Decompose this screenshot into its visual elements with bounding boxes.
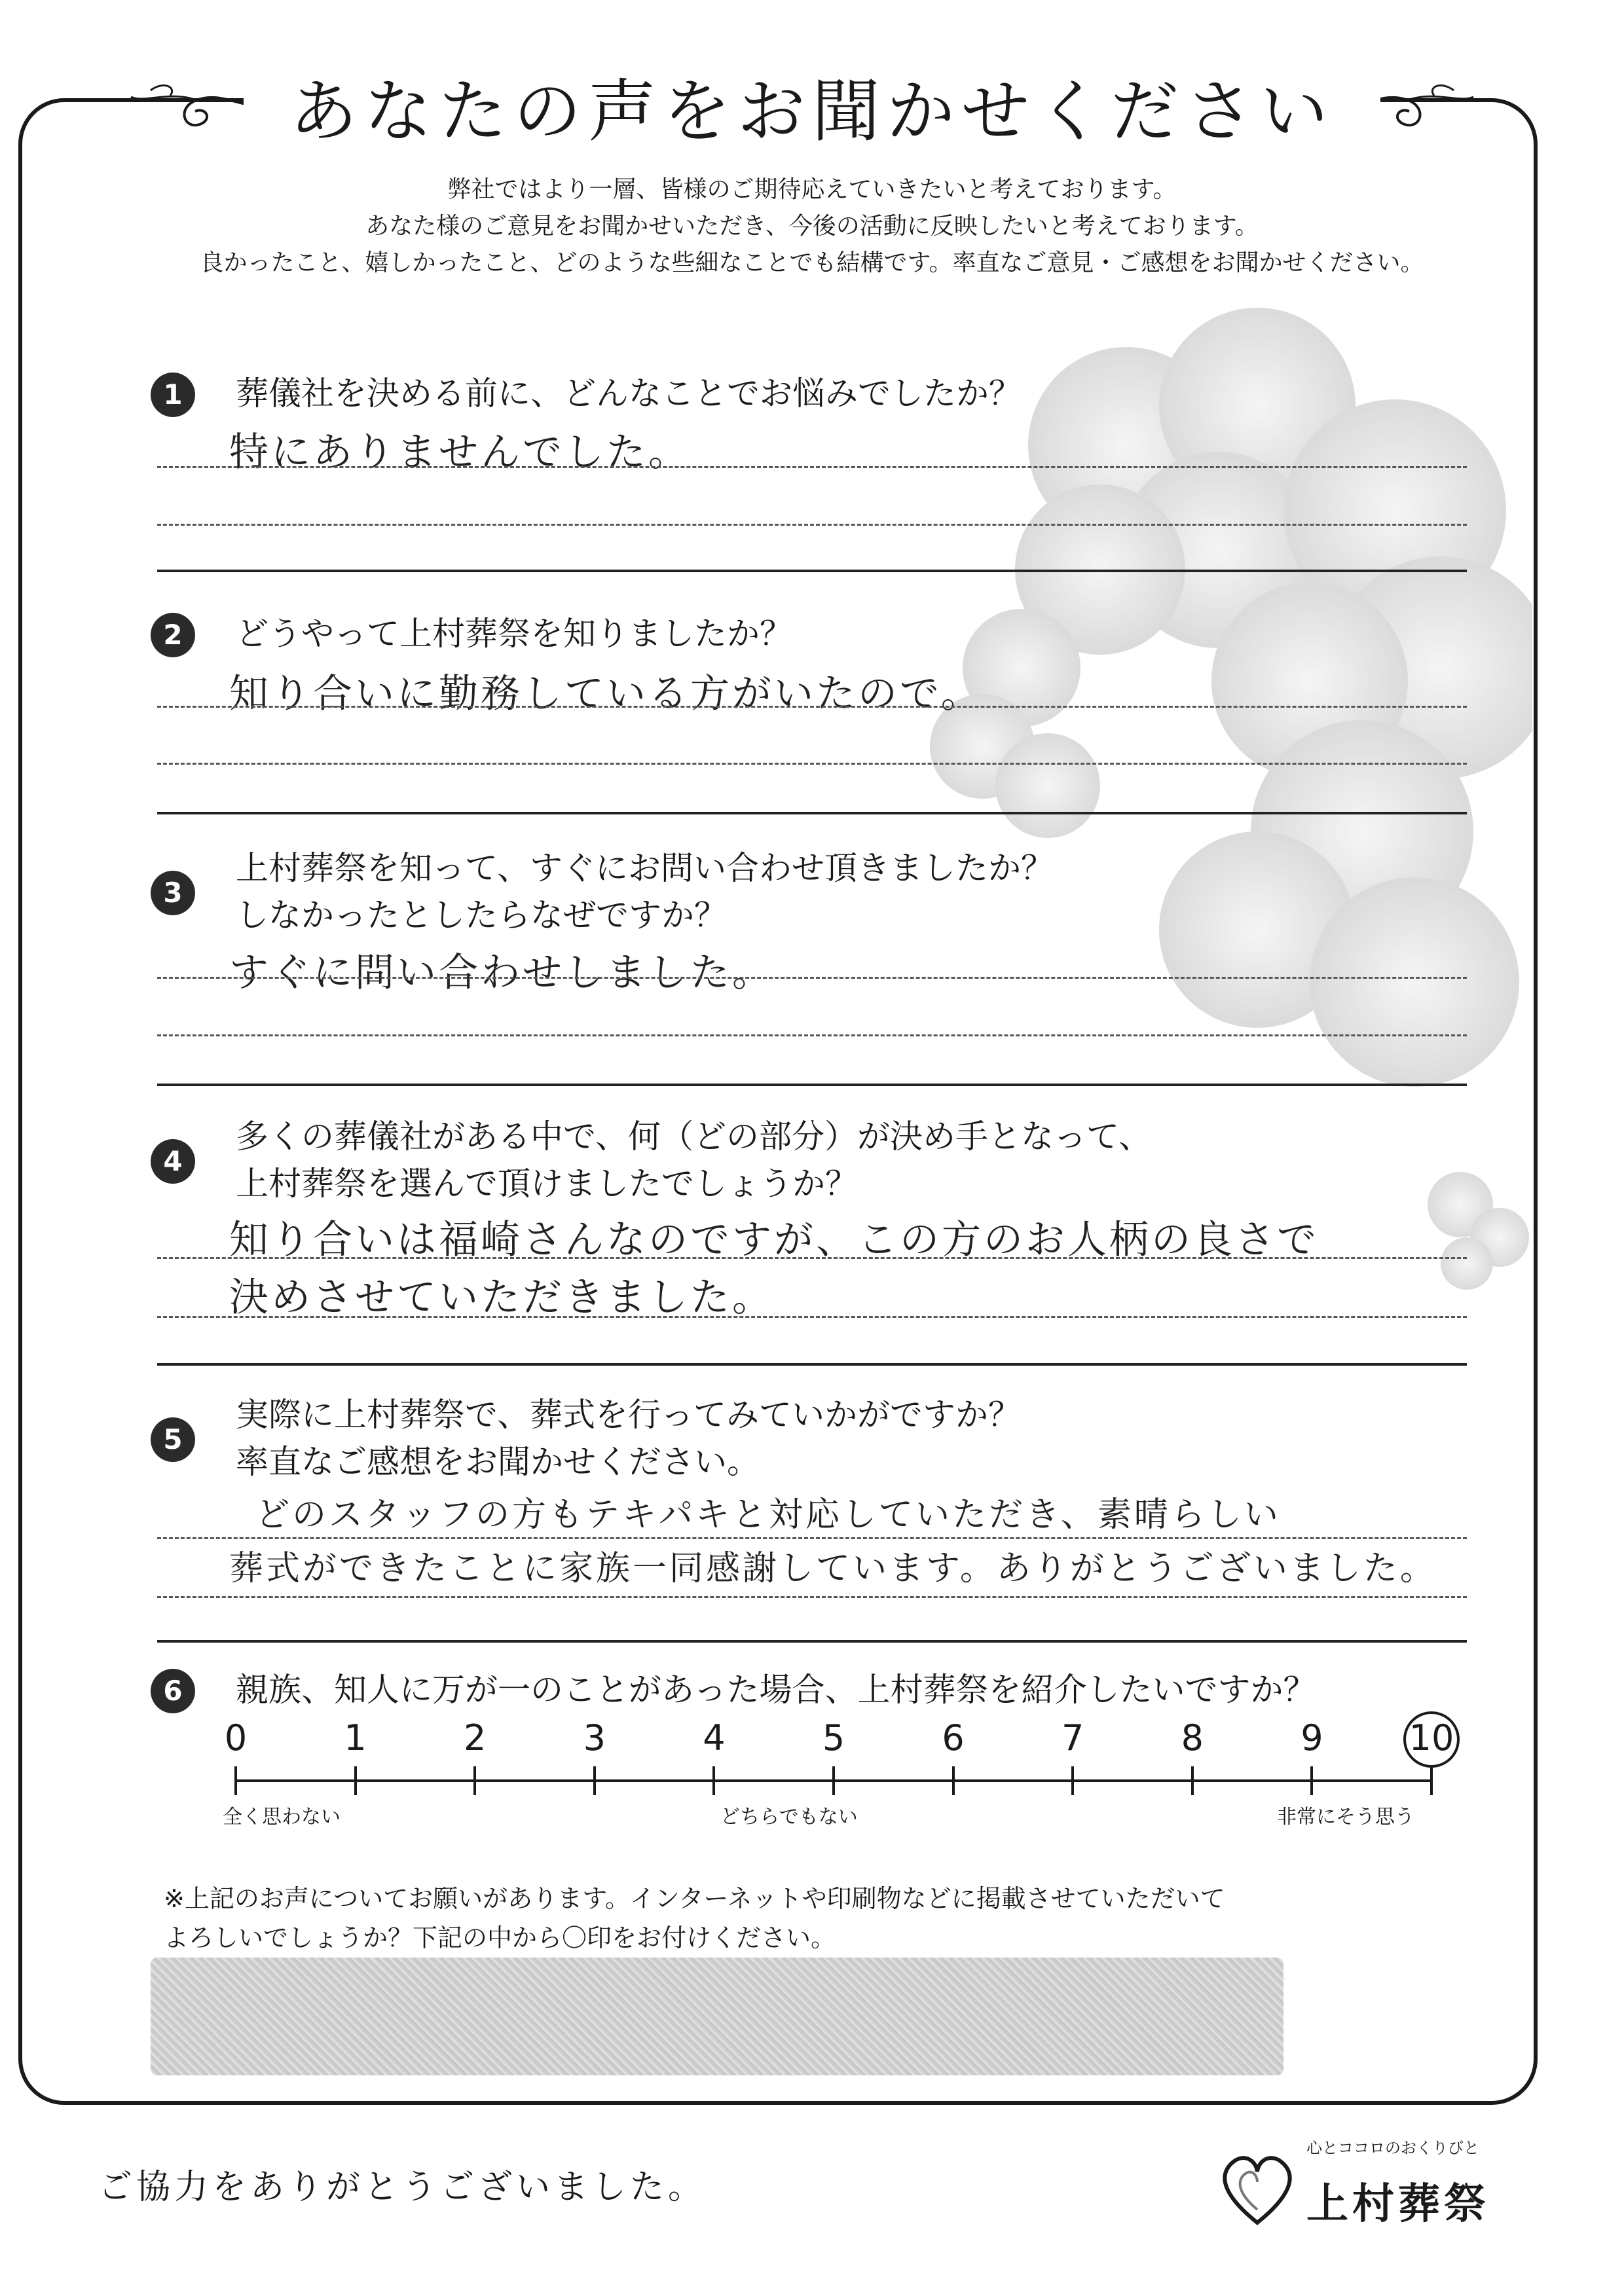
scale-number: 4 (703, 1717, 726, 1758)
company-logo (1218, 2131, 1519, 2262)
answer-rule (157, 977, 1467, 979)
answer-line: どのスタッフの方もテキパキと対応していただき、素晴らしい (255, 1495, 1281, 1535)
scale-number: 10 (1409, 1717, 1454, 1758)
scale-number: 1 (344, 1717, 367, 1758)
section-divider (157, 1363, 1467, 1366)
answer-rule (157, 1537, 1467, 1539)
scale-tick (1071, 1766, 1074, 1795)
redacted-consent-area (151, 1958, 1283, 2075)
scale-tick (1430, 1766, 1433, 1795)
question-3 (124, 845, 1467, 1054)
scale-tick (832, 1766, 835, 1795)
question-text: 多くの葬儀社がある中で、何（どの部分）が決め手となって、 上村葬祭を選んで頂けましたでしょうか？ (236, 1118, 1151, 1203)
intro-text (0, 172, 1624, 282)
section-divider (157, 812, 1467, 814)
question-2 (124, 610, 1467, 754)
question-6 (124, 1666, 1467, 1719)
scale-label-high: 非常にそう思う (1277, 1806, 1414, 1829)
answer-rule (157, 1034, 1467, 1036)
scale-label-mid: どちらでもない (720, 1806, 858, 1829)
scale-number: 9 (1301, 1717, 1323, 1758)
question-number: 6 (151, 1669, 195, 1713)
question-text: どうやって上村葬祭を知りましたか？ (236, 615, 792, 653)
scale-tick (952, 1766, 955, 1795)
answer-line: 知り合いに勤務している方がいたので。 (229, 671, 983, 717)
section-divider (157, 1084, 1467, 1086)
scale-tick (354, 1766, 357, 1795)
question-text: 葬儀社を決める前に、どんなことでお悩みでしたか？ (236, 374, 1022, 412)
answer-line: 決めさせていただきました。 (229, 1275, 774, 1321)
section-divider (157, 570, 1467, 572)
footer-thanks: ご協力をありがとうございました。 (98, 2168, 707, 2207)
selected-rating-circle (1403, 1711, 1460, 1768)
answer-rule (157, 706, 1467, 708)
scale-tick (473, 1766, 476, 1795)
answer-rule (157, 524, 1467, 526)
question-number: 1 (151, 373, 195, 417)
heart-logo-icon (1218, 2144, 1297, 2229)
answer-line: 知り合いは福崎さんなのですが、この方のお人柄の良さで (229, 1217, 1319, 1263)
answer-line: 葬式ができたことに家族一同感謝しています。ありがとうございました。 (229, 1549, 1437, 1588)
intro-line: 弊社ではより一層、皆様のご期待応えていきたいと考えております。 (447, 176, 1177, 203)
section-divider (157, 1640, 1467, 1643)
scale-tick (1191, 1766, 1194, 1795)
publication-consent-note: ※上記のお声についてお願いがあります。インターネットや印刷物などに掲載させていただいて よろしいでしょうか？下記の中から〇印をお付けください。 (164, 1884, 1225, 1952)
scale-number: 3 (583, 1717, 606, 1758)
scale-tick (1310, 1766, 1313, 1795)
intro-line: 良かったこと、嬉しかったこと、どのような些細なことでも結構です。率直なご意見・ご感想をお聞かせください。 (200, 249, 1424, 276)
question-number: 4 (151, 1139, 195, 1184)
scale-number: 6 (942, 1717, 965, 1758)
question-text: 上村葬祭を知って、すぐにお問い合わせ頂きましたか？ しなかったとしたらなぜですか？ (236, 849, 1054, 934)
question-number: 2 (151, 613, 195, 657)
question-text: 実際に上村葬祭で、葬式を行ってみていかがですか？ 率直なご感想をお聞かせください。 (236, 1396, 1021, 1481)
question-1 (124, 370, 1467, 540)
scale-label-low: 全く思わない (223, 1806, 341, 1829)
answer-rule (157, 1257, 1467, 1259)
scale-tick (234, 1766, 237, 1795)
answer-rule (157, 1596, 1467, 1598)
scale-numbers (210, 1715, 1493, 1761)
question-5 (124, 1391, 1467, 1614)
scale-number: 5 (822, 1717, 845, 1758)
answer-rule (157, 466, 1467, 468)
intro-line: あなた様のご意見をお聞かせいただき、今後の活動に反映したいと考えております。 (365, 213, 1259, 240)
answer-rule (157, 1316, 1467, 1318)
answer-line: すぐに問い合わせしました。 (229, 950, 774, 996)
scale-number: 8 (1181, 1717, 1204, 1758)
question-number: 5 (151, 1417, 195, 1462)
question-text: 親族、知人に万が一のことがあった場合、上村葬祭を紹介したいですか？ (236, 1671, 1316, 1709)
answer-rule (157, 763, 1467, 765)
question-4 (124, 1113, 1467, 1336)
logo-tagline: 心とココロのおくりびと (1306, 2139, 1479, 2157)
answer-line: 特にありませんでした。 (229, 429, 690, 475)
scale-number: 7 (1061, 1717, 1084, 1758)
scale-tick (593, 1766, 596, 1795)
page-title: あなたの声をお聞かせください (244, 65, 1380, 157)
recommend-rating-scale (210, 1715, 1493, 1846)
scale-number: 2 (464, 1717, 487, 1758)
scale-tick (712, 1766, 715, 1795)
logo-name: 上村葬祭 (1306, 2180, 1490, 2229)
question-number: 3 (151, 871, 195, 915)
scale-number: 0 (224, 1717, 248, 1758)
